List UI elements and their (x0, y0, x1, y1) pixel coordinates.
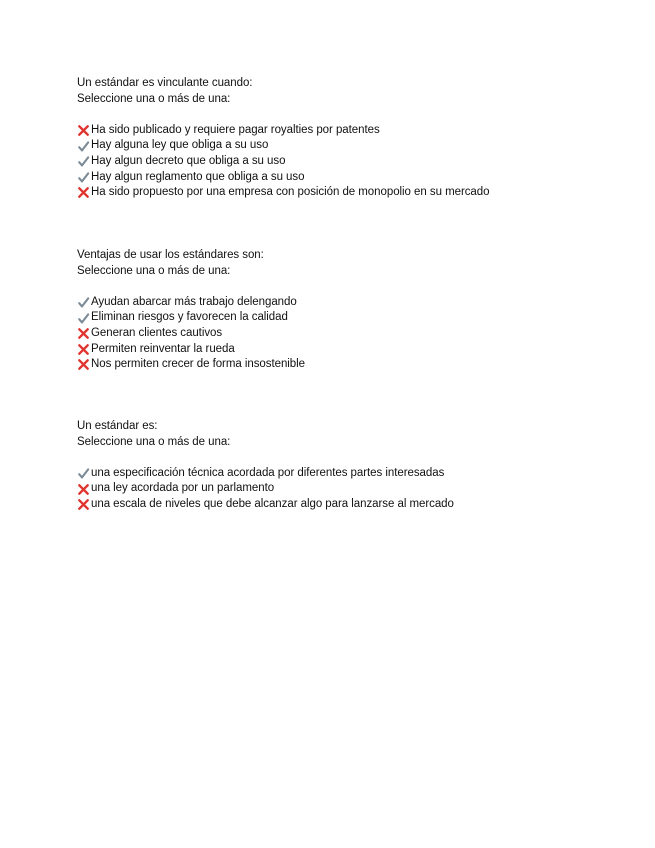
option-text: Hay algun reglamento que obliga a su uso (91, 170, 305, 183)
question-prompt: Un estándar es: (77, 420, 158, 432)
option-item (77, 466, 637, 482)
question-2 (77, 248, 637, 373)
question-prompt: Un estándar es vinculante cuando: (77, 77, 253, 89)
option-text: una especificación técnica acordada por diferentes partes interesadas (91, 466, 445, 479)
cross-mark-icon (77, 498, 90, 511)
cross-mark-icon (77, 327, 90, 340)
check-mark-icon (77, 467, 90, 480)
question-instruction: Seleccione una o más de una: (77, 264, 231, 277)
options-list (77, 295, 637, 373)
check-mark-icon (77, 171, 90, 184)
option-item (77, 497, 637, 513)
cross-mark-icon (77, 358, 90, 371)
option-item (77, 170, 637, 186)
question-prompt: Ventajas de usar los estándares son: (77, 249, 264, 261)
cross-mark-icon (77, 124, 90, 137)
question-1 (77, 76, 637, 201)
option-text: Hay alguna ley que obliga a su uso (91, 139, 269, 152)
check-mark-icon (77, 140, 90, 153)
option-item (77, 154, 637, 170)
option-item (77, 357, 637, 373)
option-item (77, 123, 637, 139)
option-item (77, 310, 637, 326)
option-item (77, 342, 637, 358)
cross-mark-icon (77, 483, 90, 496)
check-mark-icon (77, 155, 90, 168)
options-list (77, 123, 637, 201)
option-text: Nos permiten crecer de forma insostenible (91, 358, 305, 371)
options-list (77, 466, 637, 513)
option-text: Eliminan riesgos y favorecen la calidad (91, 311, 288, 324)
option-text: una escala de niveles que debe alcanzar algo para lanzarse al mercado (91, 497, 454, 510)
cross-mark-icon (77, 343, 90, 356)
question-instruction: Seleccione una o más de una: (77, 92, 231, 105)
option-text: Ha sido propuesto por una empresa con posición de monopolio en su mercado (91, 186, 490, 199)
option-item (77, 185, 637, 201)
option-text: Permiten reinventar la rueda (91, 342, 235, 355)
option-text: una ley acordada por un parlamento (91, 482, 275, 495)
option-item (77, 138, 637, 154)
cross-mark-icon (77, 186, 90, 199)
check-mark-icon (77, 296, 90, 309)
option-text: Hay algun decreto que obliga a su uso (91, 154, 286, 167)
option-text: Ayudan abarcar más trabajo delengando (91, 295, 297, 308)
option-item (77, 295, 637, 311)
check-mark-icon (77, 312, 90, 325)
option-item (77, 326, 637, 342)
option-text: Ha sido publicado y requiere pagar royalties por patentes (91, 123, 380, 136)
option-text: Generan clientes cautivos (91, 326, 223, 339)
question-3 (77, 419, 637, 513)
option-item (77, 481, 637, 497)
question-instruction: Seleccione una o más de una: (77, 435, 231, 448)
